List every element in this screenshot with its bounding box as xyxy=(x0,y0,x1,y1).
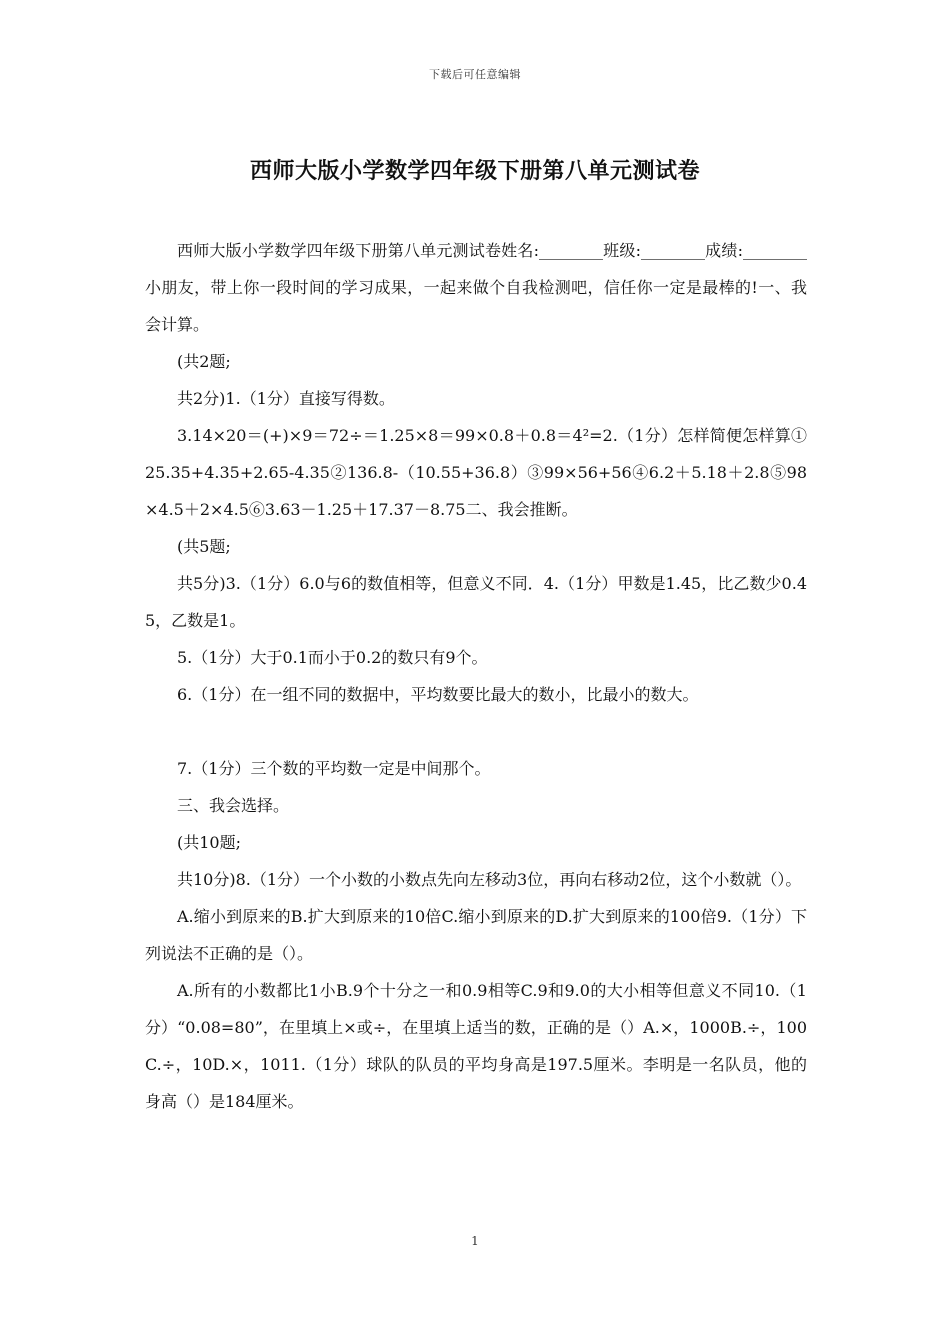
paragraph-question-2: 3.14×20＝(+)×9＝72÷＝1.25×8＝99×0.8＋0.8＝4²=2.（1分）怎样简便怎样算① 25.35+4.35+2.65-4.35②136.8-（10.55+36.8）③99×56+56④6.2＋5.18＋2.8⑤98×4.5＋2×4.5⑥3.63－1.25＋17.37－8.75二、我会推断。 xyxy=(145,426,807,519)
paragraph-question-7: 7.（1分）三个数的平均数一定是中间那个。 xyxy=(177,759,491,778)
page-number: 1 xyxy=(471,1234,479,1248)
paragraph-section3-heading: 三、我会选择。 xyxy=(177,796,290,815)
paragraph-section3-count: (共10题; xyxy=(177,833,241,852)
paragraph-section2-count: (共5题; xyxy=(177,537,231,556)
paragraph-question-6: 6.（1分）在一组不同的数据中，平均数要比最大的数小，比最小的数大。 xyxy=(177,685,699,704)
paragraph-question-5: 5.（1分）大于0.1而小于0.2的数只有9个。 xyxy=(177,648,488,667)
document-body xyxy=(145,232,807,1120)
paragraph-question-3-4: 共5分)3.（1分）6.0与6的数值相等，但意义不同．4.（1分）甲数是1.45，比乙数少0.45，乙数是1。 xyxy=(145,574,807,630)
paragraph-question-1: 共2分)1.（1分）直接写得数。 xyxy=(177,389,395,408)
document-title: 西师大版小学数学四年级下册第八单元测试卷 xyxy=(249,158,700,184)
paragraph-intro: 西师大版小学数学四年级下册第八单元测试卷姓名:________班级:________成绩:________小朋友，带上你一段时间的学习成果，一起来做个自我检测吧，信任你一定是最棒的!一、我会计算。 xyxy=(145,241,807,334)
paragraph-question-8: 共10分)8.（1分）一个小数的小数点先向左移动3位，再向右移动2位，这个小数就（）。 xyxy=(177,870,802,889)
header-note: 下载后可任意编辑 xyxy=(429,68,521,81)
paragraph-question-9-options: A.所有的小数都比1小B.9个十分之一和0.9相等C.9和9.0的大小相等但意义不同10.（1分）“0.08=80”，在里填上×或÷，在里填上适当的数，正确的是（）A.×，1000B.÷，100C.÷，10D.×，1011.（1分）球队的队员的平均身高是197.5厘米。李明是一名队员，他的身高（）是184厘米。 xyxy=(145,981,807,1111)
paragraph-section1-count: (共2题; xyxy=(177,352,231,371)
paragraph-question-8-options: A.缩小到原来的B.扩大到原来的10倍C.缩小到原来的D.扩大到原来的100倍9.（1分）下列说法不正确的是（）。 xyxy=(145,907,807,963)
